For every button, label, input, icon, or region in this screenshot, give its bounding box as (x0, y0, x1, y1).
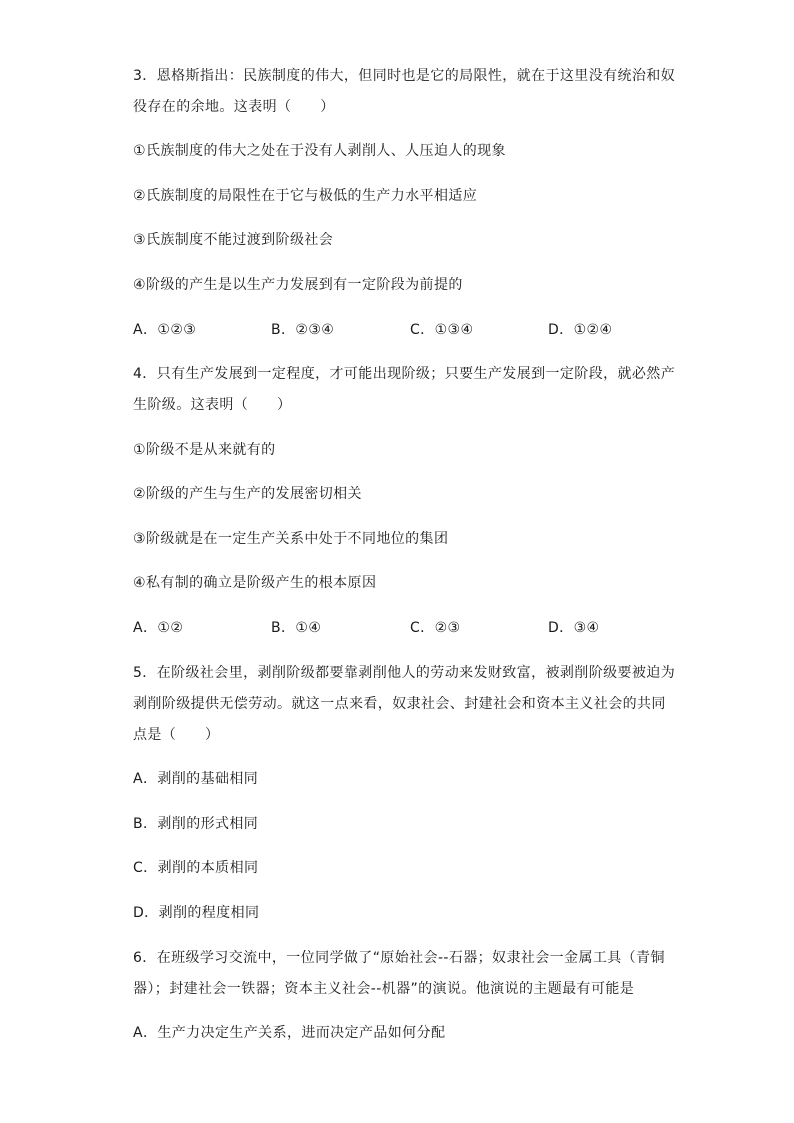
question-3-option-a[interactable]: A．①②③ (133, 322, 197, 338)
question-3-option-c[interactable]: C．①③④ (410, 322, 474, 338)
question-3-option-d[interactable]: D．①②④ (548, 322, 613, 338)
question-6-stem-line-2: 器）；封建社会一铁器；资本主义社会--机器”的演说。他演说的主题最有可能是 (133, 981, 635, 997)
question-6-option-a[interactable]: A．生产力决定生产关系，进而决定产品如何分配 (133, 1025, 446, 1041)
question-3-statement-3: ③氏族制度不能过渡到阶级社会 (133, 232, 334, 248)
question-3-statement-1: ①氏族制度的伟大之处在于没有人剥削人、人压迫人的现象 (133, 143, 506, 159)
question-3-statement-4: ④阶级的产生是以生产力发展到有一定阶段为前提的 (133, 277, 463, 293)
question-3-statement-2: ②氏族制度的局限性在于它与极低的生产力水平相适应 (133, 188, 478, 204)
question-5-stem-line-2: 剥削阶级提供无偿劳动。就这一点来看，奴隶社会、封建社会和资本主义社会的共同 (133, 696, 666, 712)
question-5-option-c[interactable]: C．剥削的本质相同 (133, 860, 259, 876)
question-4-stem-line-1: 4．只有生产发展到一定程度，才可能出现阶级；只要生产发展到一定阶段，就必然产 (133, 366, 676, 382)
question-4-option-b[interactable]: B．①④ (271, 620, 322, 636)
question-4-option-c[interactable]: C．②③ (410, 620, 461, 636)
question-4-statement-1: ①阶级不是从来就有的 (133, 442, 276, 458)
question-5-stem-line-1: 5．在阶级社会里，剥削阶级都要靠剥削他人的劳动来发财致富，被剥削阶级要被迫为 (133, 665, 676, 681)
question-4-stem-line-2: 生阶级。这表明（ ） (133, 397, 292, 413)
question-4-option-a[interactable]: A．①② (133, 620, 184, 636)
question-4-statement-4: ④私有制的确立是阶级产生的根本原因 (133, 575, 377, 591)
question-4-statement-3: ③阶级就是在一定生产关系中处于不同地位的集团 (133, 531, 449, 547)
question-3-stem-line-2: 役存在的余地。这表明（ ） (133, 99, 335, 115)
question-5-option-b[interactable]: B．剥削的形式相同 (133, 816, 259, 832)
question-5-option-a[interactable]: A．剥削的基础相同 (133, 771, 259, 787)
question-4-options (133, 618, 673, 638)
question-4-option-d[interactable]: D．③④ (548, 620, 600, 636)
question-5-stem-line-3: 点是（ ） (133, 727, 220, 743)
question-3-stem-line-1: 3．恩格斯指出：民族制度的伟大，但同时也是它的局限性，就在于这里没有统治和奴 (133, 68, 676, 84)
question-5-option-d[interactable]: D．剥削的程度相同 (133, 905, 260, 921)
question-3-options (133, 320, 673, 340)
question-3-option-b[interactable]: B．②③④ (271, 322, 335, 338)
question-6-stem-line-1: 6．在班级学习交流中，一位同学做了“原始社会--石器；奴隶社会一金属工具（青铜 (133, 950, 665, 966)
question-4-statement-2: ②阶级的产生与生产的发展密切相关 (133, 486, 362, 502)
